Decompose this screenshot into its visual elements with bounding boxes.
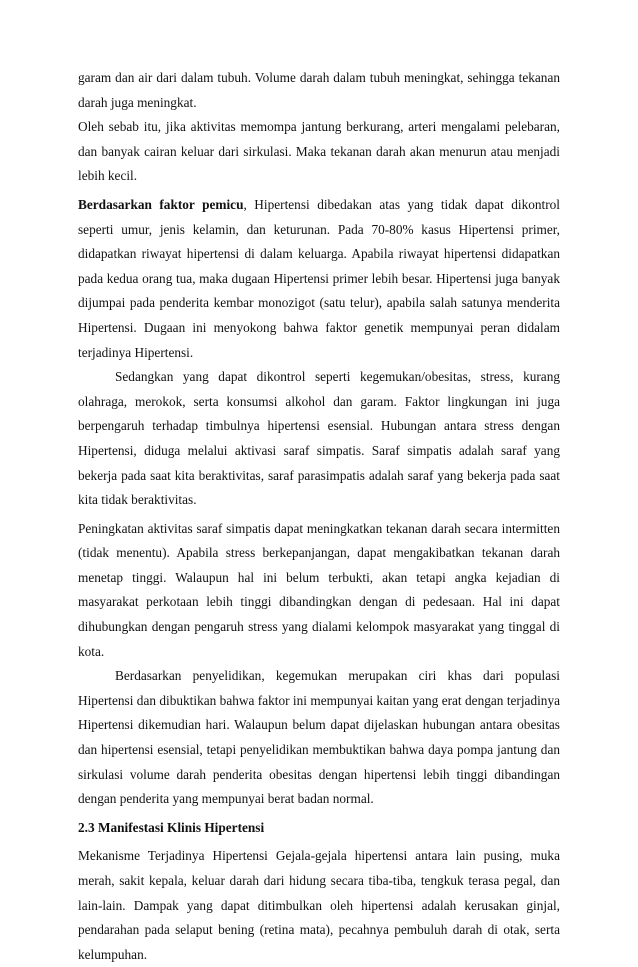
paragraph-kegemukan: Berdasarkan penyelidikan, kegemukan merupakan ciri khas dari populasi Hipertensi dan dibuktikan bahwa faktor ini mempunyai kaitan yang erat dengan terjadinya Hipertensi dikemudian hari. Walaupun belum dapat dijelaskan hubungan antara obesitas dan hipertensi esensial, tetapi penyelidikan membuktikan bahwa daya pompa jantung dan sirkulasi volume darah penderita obesitas dengan hipertensi lebih tinggi dibandingan dengan penderita yang mempunyai berat badan normal. bbox=[78, 668, 560, 807]
paragraph-faktor-pemicu bbox=[78, 193, 560, 365]
faktor-pemicu-lead: Berdasarkan faktor pemicu bbox=[78, 196, 244, 212]
paragraph-saraf-simpatis: Peningkatan aktivitas saraf simpatis dapat meningkatkan tekanan darah secara intermitten (tidak menentu). Apabila stress berkepanjangan, dapat mengakibatkan tekanan darah menetap tinggi. Walaupun hal ini belum terbukti, akan tetapi angka kejadian di masyarakat perkotaan lebih tinggi dibandingkan dengan di pedesaan. Hal ini dapat dihubungkan dengan pengaruh stress yang dialami kelompok masyarakat yang tinggal di kota. bbox=[78, 520, 560, 659]
paragraph-dapat-dikontrol: Sedangkan yang dapat dikontrol seperti kegemukan/obesitas, stress, kurang olahraga, merokok, serta konsumsi alkohol dan garam. Faktor lingkungan ini juga berpengaruh terhadap timbulnya hipertensi esensial. Hubungan antara stress dengan Hipertensi, diduga melalui aktivasi saraf simpatis. Saraf simpatis adalah saraf yang bekerja pada saat kita beraktivitas, saraf parasimpatis adalah saraf yang bekerja pada saat kita tidak beraktivitas. bbox=[78, 369, 560, 508]
faktor-pemicu-text: , Hipertensi dibedakan atas yang tidak dapat dikontrol seperti umur, jenis kelamin, dan keturunan. Pada 70-80% kasus Hipertensi primer, didapatkan riwayat hipertensi di dalam keluarga. Apabila riwayat hipertensi didapatkan pada kedua orang tua, maka dugaan Hipertensi primer lebih besar. Hipertensi juga banyak dijumpai pada penderita kembar monozigot (satu telur), apabila salah satunya menderita Hipertensi. Dugaan ini menyokong bahwa faktor genetik mempunyai peran didalam terjadinya Hipertensi. bbox=[78, 196, 560, 360]
paragraph-gejala: Mekanisme Terjadinya Hipertensi Gejala-gejala hipertensi antara lain pusing, muka merah, sakit kepala, keluar darah dari hidung secara tiba-tiba, tengkuk terasa pegal, dan lain-lain. Dampak yang dapat ditimbulkan oleh hipertensi adalah kerusakan ginjal, pendarahan pada selaput bening (retina mata), pecahnya pembuluh darah di otak, serta kelumpuhan. bbox=[78, 848, 560, 962]
paragraph-volume-darah: garam dan air dari dalam tubuh. Volume darah dalam tubuh meningkat, sehingga tekanan darah juga meningkat. bbox=[78, 70, 560, 110]
document-body bbox=[78, 66, 560, 967]
section-heading-manifestasi: 2.3 Manifestasi Klinis Hipertensi bbox=[78, 819, 265, 835]
paragraph-aktivitas-jantung: Oleh sebab itu, jika aktivitas memompa jantung berkurang, arteri mengalami pelebaran, dan banyak cairan keluar dari sirkulasi. Maka tekanan darah akan menurun atau menjadi lebih kecil. bbox=[78, 119, 560, 184]
